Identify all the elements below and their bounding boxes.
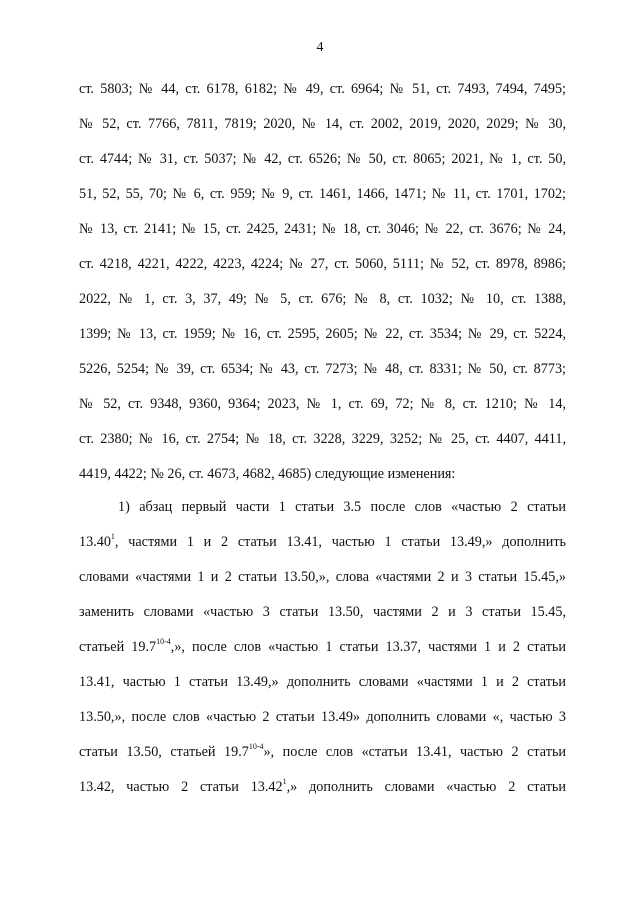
text-line xyxy=(79,777,566,797)
superscript: 1 xyxy=(110,532,115,542)
text-segment: статьи 13.50, статьей 19.7 xyxy=(79,744,249,760)
text-line: 2022, № 1, ст. 3, 37, 49; № 5, ст. 676; № 8, ст. 1032; № 10, ст. 1388, xyxy=(79,291,566,307)
text-line: ст. 2380; № 16, ст. 2754; № 18, ст. 3228, 3229, 3252; № 25, ст. 4407, 4411, xyxy=(79,431,566,447)
text-segment: », после слов «статьи 13.41, частью 2 статьи xyxy=(263,744,567,760)
text-line xyxy=(79,742,566,762)
text-line: № 52, ст. 7766, 7811, 7819; 2020, № 14, ст. 2002, 2019, 2020, 2029; № 30, xyxy=(79,116,566,132)
text-line: № 52, ст. 9348, 9360, 9364; 2023, № 1, ст. 69, 72; № 8, ст. 1210; № 14, xyxy=(79,396,566,412)
superscript: 1 xyxy=(282,777,287,787)
text-segment: ,», после слов «частью 1 статьи 13.37, частями 1 и 2 статьи xyxy=(170,639,566,655)
text-segment: 13.42, частью 2 статьи 13.42 xyxy=(79,779,283,795)
text-line: ст. 5803; № 44, ст. 6178, 6182; № 49, ст. 6964; № 51, ст. 7493, 7494, 7495; xyxy=(79,81,566,97)
superscript: 10-4 xyxy=(156,637,171,647)
text-segment: , частями 1 и 2 статьи 13.41, частью 1 статьи 13.49,» дополнить xyxy=(114,534,566,550)
page-number: 4 xyxy=(316,40,324,55)
text-segment: статьей 19.7 xyxy=(79,639,157,655)
text-segment: 13.40 xyxy=(79,534,111,550)
superscript: 10-4 xyxy=(248,742,264,752)
text-line: 1) абзац первый части 1 статьи 3.5 после слов «частью 2 статьи xyxy=(118,499,566,515)
text-segment: ,» дополнить словами «частью 2 статьи xyxy=(286,779,566,795)
text-line: заменить словами «частью 3 статьи 13.50, частями 2 и 3 статьи 15.45, xyxy=(79,604,566,620)
text-line: 13.50,», после слов «частью 2 статьи 13.49» дополнить словами «, частью 3 xyxy=(79,709,566,725)
text-line: ст. 4218, 4221, 4222, 4223, 4224; № 27, ст. 5060, 5111; № 52, ст. 8978, 8986; xyxy=(79,256,566,272)
text-line: 51, 52, 55, 70; № 6, ст. 959; № 9, ст. 1461, 1466, 1471; № 11, ст. 1701, 1702; xyxy=(79,186,566,202)
text-line: № 13, ст. 2141; № 15, ст. 2425, 2431; № 18, ст. 3046; № 22, ст. 3676; № 24, xyxy=(79,221,566,237)
text-line: 1399; № 13, ст. 1959; № 16, ст. 2595, 2605; № 22, ст. 3534; № 29, ст. 5224, xyxy=(79,326,566,342)
text-line: словами «частями 1 и 2 статьи 13.50,», слова «частями 2 и 3 статьи 15.45,» xyxy=(79,569,566,585)
text-line: 5226, 5254; № 39, ст. 6534; № 43, ст. 7273; № 48, ст. 8331; № 50, ст. 8773; xyxy=(79,361,566,377)
text-line: ст. 4744; № 31, ст. 5037; № 42, ст. 6526; № 50, ст. 8065; 2021, № 1, ст. 50, xyxy=(79,151,566,167)
text-line: 4419, 4422; № 26, ст. 4673, 4682, 4685) следующие изменения: xyxy=(79,466,456,482)
text-line xyxy=(79,637,566,657)
text-line: 13.41, частью 1 статьи 13.49,» дополнить словами «частями 1 и 2 статьи xyxy=(79,674,566,690)
text-line xyxy=(79,532,566,552)
